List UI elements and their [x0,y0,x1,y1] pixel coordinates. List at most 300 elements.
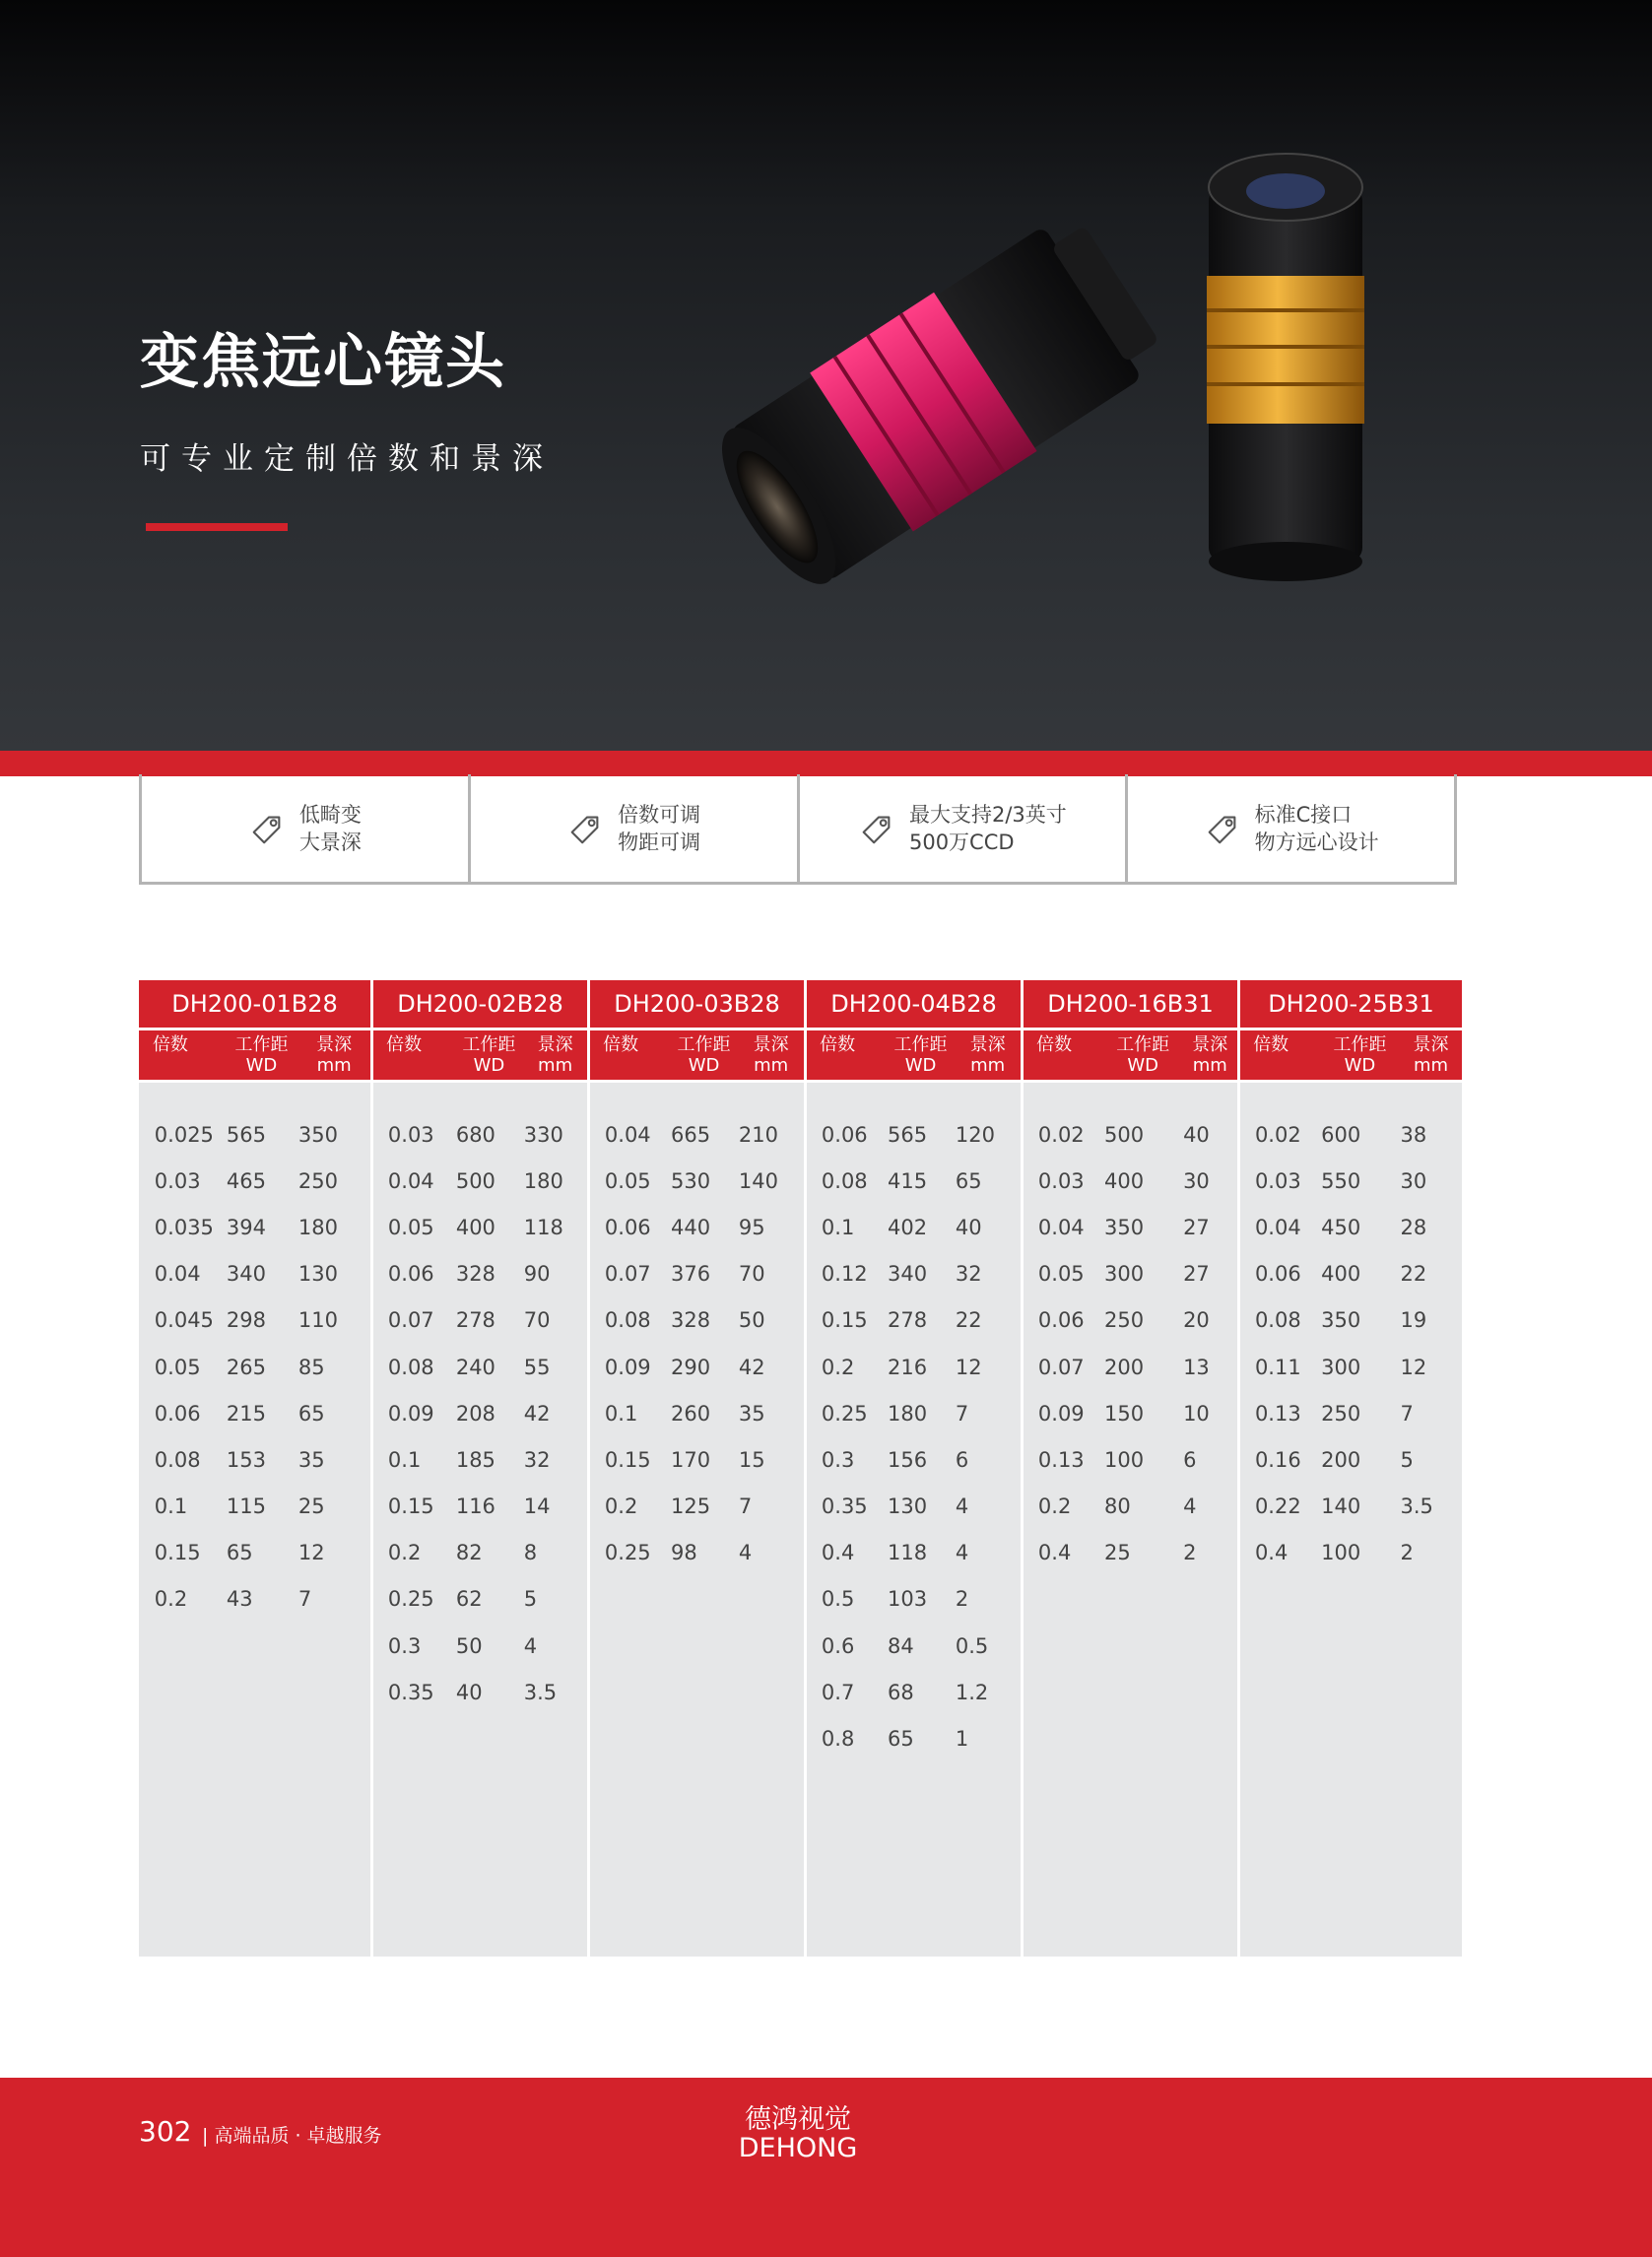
depth-of-field-cell: 65 [297,1401,325,1426]
working-distance-cell: 65 [226,1541,253,1565]
magnification-cell: 0.045 [154,1308,214,1333]
header-cell [1036,1030,1103,1080]
working-distance-cell: 394 [226,1215,266,1239]
magnification-cell: 0.05 [387,1215,434,1239]
header-cell [887,1030,956,1080]
depth-of-field-cell: 12 [1400,1355,1427,1379]
table-row [807,1715,1021,1761]
table-row [373,1251,587,1297]
depth-of-field-cell: 27 [1183,1215,1210,1239]
magnification-cell: 0.07 [387,1308,434,1333]
depth-of-field-cell: 6 [955,1447,969,1472]
magnification-cell: 0.3 [387,1633,422,1658]
table-row [590,1390,804,1436]
magnification-cell: 0.16 [1254,1447,1301,1472]
working-distance-cell: 216 [887,1355,928,1379]
feature-bar [139,774,1457,885]
magnification-cell: 0.07 [604,1262,651,1287]
depth-of-field-cell: 10 [1183,1401,1210,1426]
magnification-cell: 0.04 [154,1262,201,1287]
working-distance-cell: 130 [887,1494,928,1519]
magnification-cell: 0.06 [1254,1262,1301,1287]
column-subheader [807,1030,1021,1080]
header-cell [1320,1030,1400,1080]
working-distance-cell: 62 [455,1587,483,1612]
working-distance-cell: 300 [1321,1355,1361,1379]
header-cell [603,1030,670,1080]
header-cell [1253,1030,1320,1080]
working-distance-cell: 260 [670,1401,711,1426]
table-row [1024,1297,1237,1344]
magnification-cell: 0.04 [1037,1215,1085,1239]
feature-line: 大景深 [298,830,362,854]
table-row [1024,1530,1237,1576]
magnification-cell: 0.03 [1254,1168,1301,1193]
magnification-cell: 0.02 [1254,1122,1301,1147]
table-row [807,1623,1021,1669]
magnification-cell: 0.35 [821,1494,868,1519]
working-distance-cell: 156 [887,1447,928,1472]
table-row [373,1623,587,1669]
working-distance-cell: 65 [887,1727,914,1752]
working-distance-cell: 200 [1321,1447,1361,1472]
table-row [807,1111,1021,1158]
table-row [139,1484,370,1530]
working-distance-cell: 240 [455,1355,496,1379]
magnification-cell: 0.15 [387,1494,434,1519]
table-row [139,1251,370,1297]
depth-of-field-cell: 4 [955,1494,969,1519]
table-row [373,1669,587,1715]
working-distance-cell: 200 [1103,1355,1145,1379]
header-cell [1400,1030,1462,1080]
depth-of-field-cell: 42 [738,1355,765,1379]
depth-of-field-cell: 22 [1400,1262,1427,1287]
header-cell [1183,1030,1237,1080]
header-label: 景深 [316,1034,353,1055]
magnification-cell: 0.2 [1037,1494,1072,1519]
column-subheader [373,1030,587,1080]
working-distance-cell: 116 [455,1494,496,1519]
tag-icon [248,810,286,847]
depth-of-field-cell: 3.5 [523,1680,558,1704]
table-row [1240,1204,1462,1250]
header-label: 工作距 [1333,1034,1387,1055]
depth-of-field-cell: 4 [738,1541,753,1565]
depth-of-field-cell: 2 [1183,1541,1197,1565]
table-row [139,1204,370,1250]
depth-of-field-cell: 38 [1400,1122,1427,1147]
header-label: 倍数 [152,1034,188,1055]
depth-of-field-cell: 30 [1400,1168,1427,1193]
header-label: 倍数 [1036,1034,1073,1055]
depth-of-field-cell: 7 [297,1587,312,1612]
magnification-cell: 0.08 [821,1168,868,1193]
magnification-cell: 0.03 [1037,1168,1085,1193]
table-row [373,1204,587,1250]
header-label: 景深 [537,1034,573,1055]
table-row [1024,1390,1237,1436]
working-distance-cell: 500 [455,1168,496,1193]
magnification-cell: 0.3 [821,1447,855,1472]
magnification-cell: 0.04 [1254,1215,1301,1239]
working-distance-cell: 43 [226,1587,253,1612]
brand-name-cn: 德鸿视觉 [745,2104,851,2135]
magnification-cell: 0.25 [821,1401,868,1426]
magnification-cell: 0.05 [1037,1262,1085,1287]
table-row [139,1344,370,1390]
magnification-cell: 0.8 [821,1727,855,1752]
depth-of-field-cell: 42 [523,1401,551,1426]
table-row [1240,1297,1462,1344]
hero-banner [0,0,1652,751]
depth-of-field-cell: 12 [955,1355,982,1379]
depth-of-field-cell: 55 [523,1355,551,1379]
magnification-cell: 0.1 [604,1401,638,1426]
header-label: 景深 [1413,1034,1449,1055]
table-row [1240,1484,1462,1530]
table-row [590,1204,804,1250]
magnification-cell: 0.15 [604,1447,651,1472]
working-distance-cell: 140 [1321,1494,1361,1519]
magnification-cell: 0.11 [1254,1355,1301,1379]
footer-slogan: | 高端品质 · 卓越服务 [202,2125,382,2147]
working-distance-cell: 550 [1321,1168,1361,1193]
page-title: 变焦远心镜头 [140,328,506,397]
working-distance-cell: 68 [887,1680,914,1704]
table-row [807,1669,1021,1715]
magnification-cell: 0.03 [387,1122,434,1147]
header-cell [297,1030,370,1080]
column-body [139,1083,370,1957]
working-distance-cell: 340 [226,1262,266,1287]
working-distance-cell: 278 [887,1308,928,1333]
header-label: mm [316,1055,352,1076]
header-cell [226,1030,298,1080]
magnification-cell: 0.5 [821,1587,855,1612]
working-distance-cell: 465 [226,1168,266,1193]
table-row [139,1530,370,1576]
depth-of-field-cell: 20 [1183,1308,1210,1333]
magnification-cell: 0.4 [1037,1541,1072,1565]
depth-of-field-cell: 19 [1400,1308,1427,1333]
working-distance-cell: 400 [1321,1262,1361,1287]
magnification-cell: 0.7 [821,1680,855,1704]
working-distance-cell: 340 [887,1262,928,1287]
table-row [1024,1344,1237,1390]
table-row [373,1484,587,1530]
header-label: mm [538,1055,573,1076]
magnification-cell: 0.2 [154,1587,188,1612]
header-label: 倍数 [820,1034,856,1055]
page-number: 302 [139,2115,192,2148]
working-distance-cell: 80 [1103,1494,1131,1519]
depth-of-field-cell: 15 [738,1447,765,1472]
table-row [590,1251,804,1297]
magnification-cell: 0.35 [387,1680,434,1704]
working-distance-cell: 400 [1103,1168,1145,1193]
depth-of-field-cell: 2 [955,1587,969,1612]
header-cell [1103,1030,1183,1080]
header-label: 工作距 [677,1034,731,1055]
depth-of-field-cell: 65 [955,1168,982,1193]
header-label: 景深 [969,1034,1006,1055]
column-subheader [1240,1030,1462,1080]
tag-icon [858,810,895,847]
header-cell [820,1030,887,1080]
table-row [1024,1484,1237,1530]
depth-of-field-cell: 130 [297,1262,339,1287]
table-row [1240,1344,1462,1390]
table-row [1024,1436,1237,1483]
magnification-cell: 0.08 [604,1308,651,1333]
depth-of-field-cell: 3.5 [1400,1494,1433,1519]
feature-line: 最大支持2/3英寸 [908,802,1067,827]
working-distance-cell: 350 [1103,1215,1145,1239]
magnification-cell: 0.08 [1254,1308,1301,1333]
header-label: 工作距 [234,1034,289,1055]
tag-icon [566,810,604,847]
depth-of-field-cell: 6 [1183,1447,1197,1472]
depth-of-field-cell: 28 [1400,1215,1427,1239]
table-row [807,1576,1021,1623]
table-row [373,1158,587,1204]
working-distance-cell: 215 [226,1401,266,1426]
working-distance-cell: 103 [887,1587,928,1612]
magnification-cell: 0.04 [387,1168,434,1193]
depth-of-field-cell: 4 [523,1633,538,1658]
working-distance-cell: 180 [887,1401,928,1426]
working-distance-cell: 500 [1103,1122,1145,1147]
working-distance-cell: 100 [1103,1447,1145,1472]
magnification-cell: 0.035 [154,1215,214,1239]
title-accent-bar [146,523,288,531]
magnification-cell: 0.05 [154,1355,201,1379]
depth-of-field-cell: 85 [297,1355,325,1379]
magnification-cell: 0.06 [154,1401,201,1426]
model-name: DH200-01B28 [139,980,370,1028]
lens-product-image [709,138,1419,670]
depth-of-field-cell: 30 [1183,1168,1210,1193]
spec-table [139,980,1462,1957]
header-label: 工作距 [893,1034,948,1055]
table-row [373,1530,587,1576]
magnification-cell: 0.1 [154,1494,188,1519]
table-row [1240,1436,1462,1483]
header-label: 景深 [1192,1034,1228,1055]
table-row [373,1111,587,1158]
table-row [1024,1158,1237,1204]
depth-of-field-cell: 70 [523,1308,551,1333]
table-row [807,1436,1021,1483]
depth-of-field-cell: 2 [1400,1541,1414,1565]
feature-item [139,774,471,885]
depth-of-field-cell: 32 [955,1262,982,1287]
working-distance-cell: 100 [1321,1541,1361,1565]
depth-of-field-cell: 7 [1400,1401,1414,1426]
magnification-cell: 0.02 [1037,1122,1085,1147]
header-label: 倍数 [386,1034,423,1055]
working-distance-cell: 600 [1321,1122,1361,1147]
depth-of-field-cell: 5 [523,1587,538,1612]
magnification-cell: 0.25 [387,1587,434,1612]
working-distance-cell: 450 [1321,1215,1361,1239]
depth-of-field-cell: 7 [955,1401,969,1426]
table-row [373,1390,587,1436]
header-cell [738,1030,804,1080]
model-column [590,980,804,1957]
working-distance-cell: 300 [1103,1262,1145,1287]
depth-of-field-cell: 250 [297,1168,339,1193]
working-distance-cell: 150 [1103,1401,1145,1426]
working-distance-cell: 185 [455,1447,496,1472]
depth-of-field-cell: 330 [523,1122,563,1147]
table-row [1024,1111,1237,1158]
magnification-cell: 0.06 [387,1262,434,1287]
header-label: WD [245,1055,278,1076]
depth-of-field-cell: 0.5 [955,1633,989,1658]
header-cell [523,1030,587,1080]
depth-of-field-cell: 5 [1400,1447,1414,1472]
working-distance-cell: 328 [455,1262,496,1287]
header-label: mm [1192,1055,1227,1076]
brand-name-en: DEHONG [738,2133,858,2163]
tag-icon [1204,810,1241,847]
depth-of-field-cell: 4 [955,1541,969,1565]
table-row [139,1158,370,1204]
column-body [1240,1083,1462,1957]
table-row [807,1297,1021,1344]
column-subheader [1024,1030,1237,1080]
table-row [807,1158,1021,1204]
magnification-cell: 0.15 [154,1541,201,1565]
model-name: DH200-16B31 [1024,980,1237,1028]
depth-of-field-cell: 180 [523,1168,563,1193]
magnification-cell: 0.2 [387,1541,422,1565]
working-distance-cell: 118 [887,1541,928,1565]
depth-of-field-cell: 22 [955,1308,982,1333]
magnification-cell: 0.1 [387,1447,422,1472]
depth-of-field-cell: 40 [955,1215,982,1239]
depth-of-field-cell: 90 [523,1262,551,1287]
magnification-cell: 0.13 [1254,1401,1301,1426]
model-name: DH200-25B31 [1240,980,1462,1028]
working-distance-cell: 125 [670,1494,711,1519]
working-distance-cell: 530 [670,1168,711,1193]
depth-of-field-cell: 8 [523,1541,538,1565]
column-body [373,1083,587,1957]
magnification-cell: 0.06 [1037,1308,1085,1333]
magnification-cell: 0.4 [1254,1541,1289,1565]
depth-of-field-cell: 14 [523,1494,551,1519]
magnification-cell: 0.06 [821,1122,868,1147]
working-distance-cell: 350 [1321,1308,1361,1333]
working-distance-cell: 84 [887,1633,914,1658]
magnification-cell: 0.15 [821,1308,868,1333]
feature-line: 物距可调 [618,830,701,854]
header-label: WD [904,1055,937,1076]
model-column [373,980,587,1957]
feature-line: 低畸变 [298,802,362,827]
depth-of-field-cell: 7 [738,1494,753,1519]
table-row [1024,1204,1237,1250]
depth-of-field-cell: 50 [738,1308,765,1333]
magnification-cell: 0.2 [604,1494,638,1519]
table-row [1024,1251,1237,1297]
header-label: mm [1413,1055,1449,1076]
working-distance-cell: 265 [226,1355,266,1379]
model-name: DH200-02B28 [373,980,587,1028]
depth-of-field-cell: 32 [523,1447,551,1472]
column-body [807,1083,1021,1957]
magnification-cell: 0.05 [604,1168,651,1193]
magnification-cell: 0.06 [604,1215,651,1239]
working-distance-cell: 376 [670,1262,711,1287]
hero-divider-stripe [0,751,1652,776]
magnification-cell: 0.09 [1037,1401,1085,1426]
table-row [373,1576,587,1623]
header-cell [670,1030,739,1080]
working-distance-cell: 115 [226,1494,266,1519]
feature-line: 倍数可调 [618,802,701,827]
working-distance-cell: 40 [455,1680,483,1704]
depth-of-field-cell: 110 [297,1308,339,1333]
table-row [590,1436,804,1483]
table-row [590,1530,804,1576]
column-body [590,1083,804,1957]
working-distance-cell: 50 [455,1633,483,1658]
magnification-cell: 0.22 [1254,1494,1301,1519]
header-label: WD [688,1055,720,1076]
working-distance-cell: 208 [455,1401,496,1426]
table-row [807,1390,1021,1436]
table-row [373,1344,587,1390]
magnification-cell: 0.12 [821,1262,868,1287]
table-row [139,1390,370,1436]
table-row [1240,1111,1462,1158]
magnification-cell: 0.025 [154,1122,214,1147]
table-row [1240,1530,1462,1576]
header-label: mm [970,1055,1006,1076]
table-row [590,1111,804,1158]
depth-of-field-cell: 12 [297,1541,325,1565]
working-distance-cell: 290 [670,1355,711,1379]
header-label: WD [1127,1055,1159,1076]
table-row [807,1204,1021,1250]
table-row [807,1484,1021,1530]
table-row [807,1530,1021,1576]
working-distance-cell: 565 [887,1122,928,1147]
working-distance-cell: 98 [670,1541,697,1565]
working-distance-cell: 278 [455,1308,496,1333]
feature-item [797,774,1129,885]
working-distance-cell: 440 [670,1215,711,1239]
working-distance-cell: 328 [670,1308,711,1333]
header-label: WD [473,1055,505,1076]
working-distance-cell: 153 [226,1447,266,1472]
header-cell [386,1030,455,1080]
magnification-cell: 0.07 [1037,1355,1085,1379]
working-distance-cell: 680 [455,1122,496,1147]
working-distance-cell: 402 [887,1215,928,1239]
magnification-cell: 0.08 [387,1355,434,1379]
table-row [807,1344,1021,1390]
model-name: DH200-03B28 [590,980,804,1028]
table-row [807,1251,1021,1297]
working-distance-cell: 565 [226,1122,266,1147]
feature-line: 500万CCD [908,830,1015,854]
working-distance-cell: 298 [226,1308,266,1333]
